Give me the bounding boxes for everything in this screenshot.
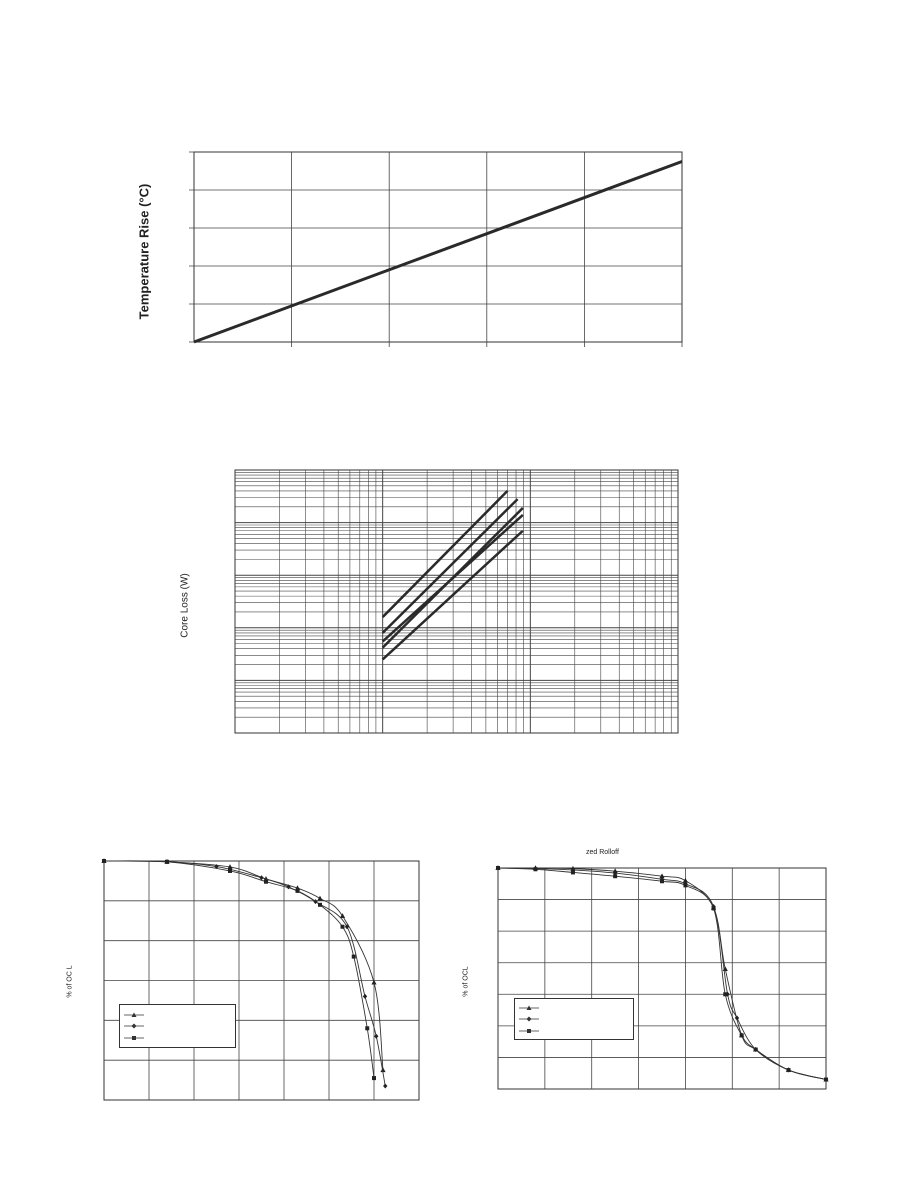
data-point-square — [754, 1048, 758, 1052]
data-point-square — [102, 859, 106, 863]
legend-marker-diamond — [124, 1022, 144, 1030]
temperature-series-line — [194, 162, 682, 343]
data-point-square — [228, 869, 232, 873]
core-loss-y-axis-label: Core Loss (W) — [179, 573, 191, 638]
data-point-square — [613, 874, 617, 878]
data-point-square — [264, 880, 268, 884]
data-point-square — [740, 1033, 744, 1037]
right-rolloff-legend — [514, 998, 634, 1040]
data-point-square — [571, 870, 575, 874]
data-point-square — [723, 992, 727, 996]
data-point-square — [787, 1068, 791, 1072]
legend-marker-triangle — [519, 1004, 539, 1012]
data-point-diamond — [374, 1034, 378, 1039]
data-point-square — [296, 889, 300, 893]
data-point-square — [712, 906, 716, 910]
data-point-square — [365, 1026, 369, 1030]
temperature-rise-chart — [189, 152, 682, 347]
rolloff-chart-left — [101, 858, 419, 1100]
data-point-diamond — [735, 1015, 739, 1020]
data-point-triangle — [317, 896, 322, 901]
rolloff-series-line — [104, 861, 385, 1086]
core-loss-chart — [235, 470, 678, 733]
temperature-y-axis-label: Temperature Rise (°C) — [136, 183, 152, 320]
right-rolloff-chart-title: zed Rolloff — [586, 849, 619, 856]
data-point-square — [683, 883, 687, 887]
data-point-square — [533, 867, 537, 871]
legend-marker-square — [124, 1034, 144, 1042]
data-point-square — [165, 860, 169, 864]
legend-marker-triangle — [124, 1011, 144, 1019]
right-rolloff-y-axis-label: % of OCL — [462, 966, 470, 997]
core-loss-series-line — [383, 491, 508, 617]
data-point-square — [352, 955, 356, 959]
data-point-square — [660, 879, 664, 883]
left-rolloff-y-axis-label: % of OC L — [66, 965, 74, 998]
data-point-square — [824, 1078, 828, 1082]
legend-marker-diamond — [519, 1015, 539, 1023]
data-point-square — [341, 925, 345, 929]
data-point-square — [318, 903, 322, 907]
data-point-diamond — [363, 994, 367, 999]
data-point-diamond — [383, 1084, 387, 1089]
plot-frame — [498, 868, 826, 1089]
legend-marker-square — [519, 1027, 539, 1035]
rolloff-chart-right — [495, 865, 828, 1089]
data-point-square — [372, 1076, 376, 1080]
plot-frame — [235, 470, 678, 733]
data-point-square — [496, 866, 500, 870]
left-rolloff-legend — [119, 1004, 236, 1048]
